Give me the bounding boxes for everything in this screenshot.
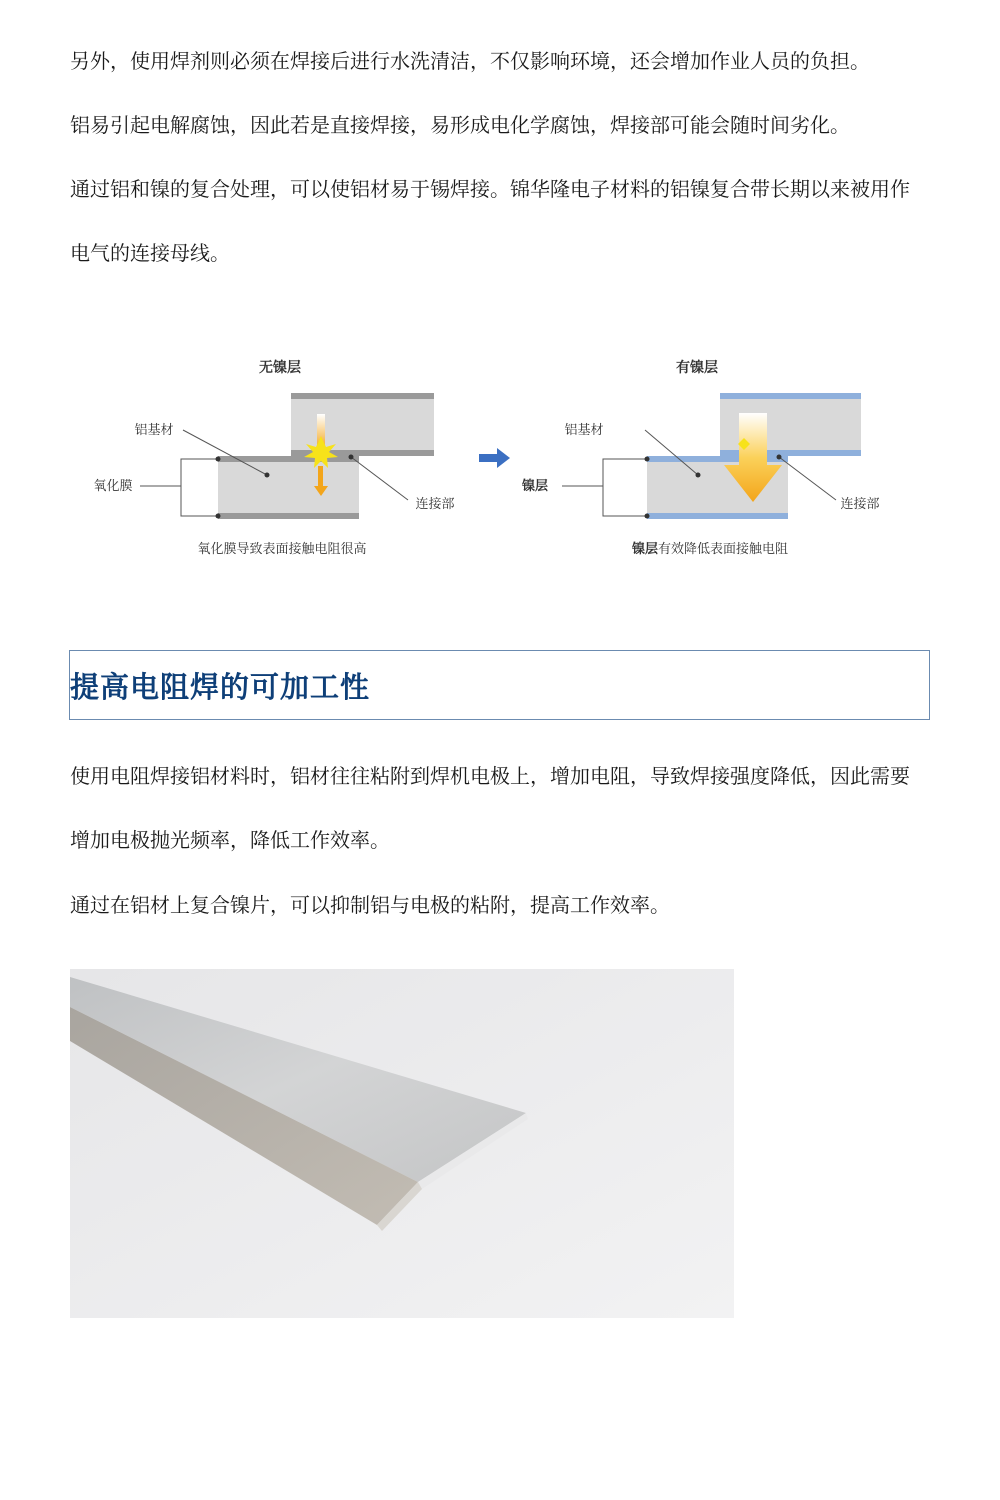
caption-right-rest: 有效降低表面接触电阻 [658, 542, 789, 557]
diagram-right-with-nickel [521, 359, 880, 557]
transition-arrow-icon [479, 448, 510, 468]
label-aluminum-base-right: 铝基材 [564, 423, 604, 438]
paragraph-composite-line2: 电气的连接母线。 [70, 241, 230, 265]
nickel-layer-top [720, 393, 861, 399]
oxide-film-top [291, 393, 434, 399]
leader-dot [349, 455, 354, 460]
leader-dot [216, 514, 221, 519]
section-heading-box [69, 650, 930, 720]
paragraph-resistance-welding-line2: 增加电极抛光频率，降低工作效率。 [70, 828, 390, 852]
section-title: 提高电阻焊的可加工性 [70, 670, 371, 704]
leader-joint-left [351, 457, 408, 500]
label-nickel-layer: 镍层 [521, 479, 549, 494]
caption-left: 氧化膜导致表面接触电阻很高 [197, 542, 367, 557]
leader-dot [216, 457, 221, 462]
leader-dot [645, 457, 650, 462]
diagram-right-title: 有镍层 [676, 360, 718, 376]
heat-arrow-shaft [318, 466, 323, 488]
clad-strip-photo [70, 969, 734, 1318]
leader-dot [696, 473, 701, 478]
nickel-layer-comparison-diagram [70, 340, 930, 580]
paragraph-resistance-welding-line1: 使用电阻焊接铝材料时，铝材往往粘附到焊机电极上，增加电阻，导致焊接强度降低，因此需要 [70, 764, 910, 788]
caption-right [631, 541, 788, 557]
bracket-oxide-film [181, 459, 218, 516]
diagram-left-without-nickel [93, 359, 454, 557]
paragraph-composite-line1: 通过铝和镍的复合处理，可以使铝材易于锡焊接。锦华隆电子材料的铝镍复合带长期以来被用作 [70, 177, 910, 201]
label-oxide-film: 氧化膜 [93, 479, 133, 494]
paragraph-nickel-adhesion: 通过在铝材上复合镍片，可以抑制铝与电极的粘附，提高工作效率。 [70, 893, 670, 917]
paragraph-flux-cleaning: 另外，使用焊剂则必须在焊接后进行水洗清洁，不仅影响环境，还会增加作业人员的负担。 [70, 49, 870, 73]
nickel-layer-bottom [647, 513, 788, 519]
leader-dot [265, 473, 270, 478]
oxide-film-bottom [218, 513, 359, 519]
bracket-nickel-layer [603, 459, 647, 516]
lower-plate [218, 456, 359, 519]
caption-right-bold: 镍层 [631, 542, 658, 557]
leader-dot [645, 514, 650, 519]
label-joint-left: 连接部 [415, 497, 455, 512]
paragraph-corrosion: 铝易引起电解腐蚀，因此若是直接焊接，易形成电化学腐蚀，焊接部可能会随时间劣化。 [70, 113, 850, 137]
label-aluminum-base-left: 铝基材 [134, 423, 174, 438]
diagram-left-title: 无镍层 [259, 360, 301, 376]
oxide-film-joint-lower [218, 456, 359, 462]
leader-dot [777, 455, 782, 460]
label-joint-right: 连接部 [840, 497, 880, 512]
